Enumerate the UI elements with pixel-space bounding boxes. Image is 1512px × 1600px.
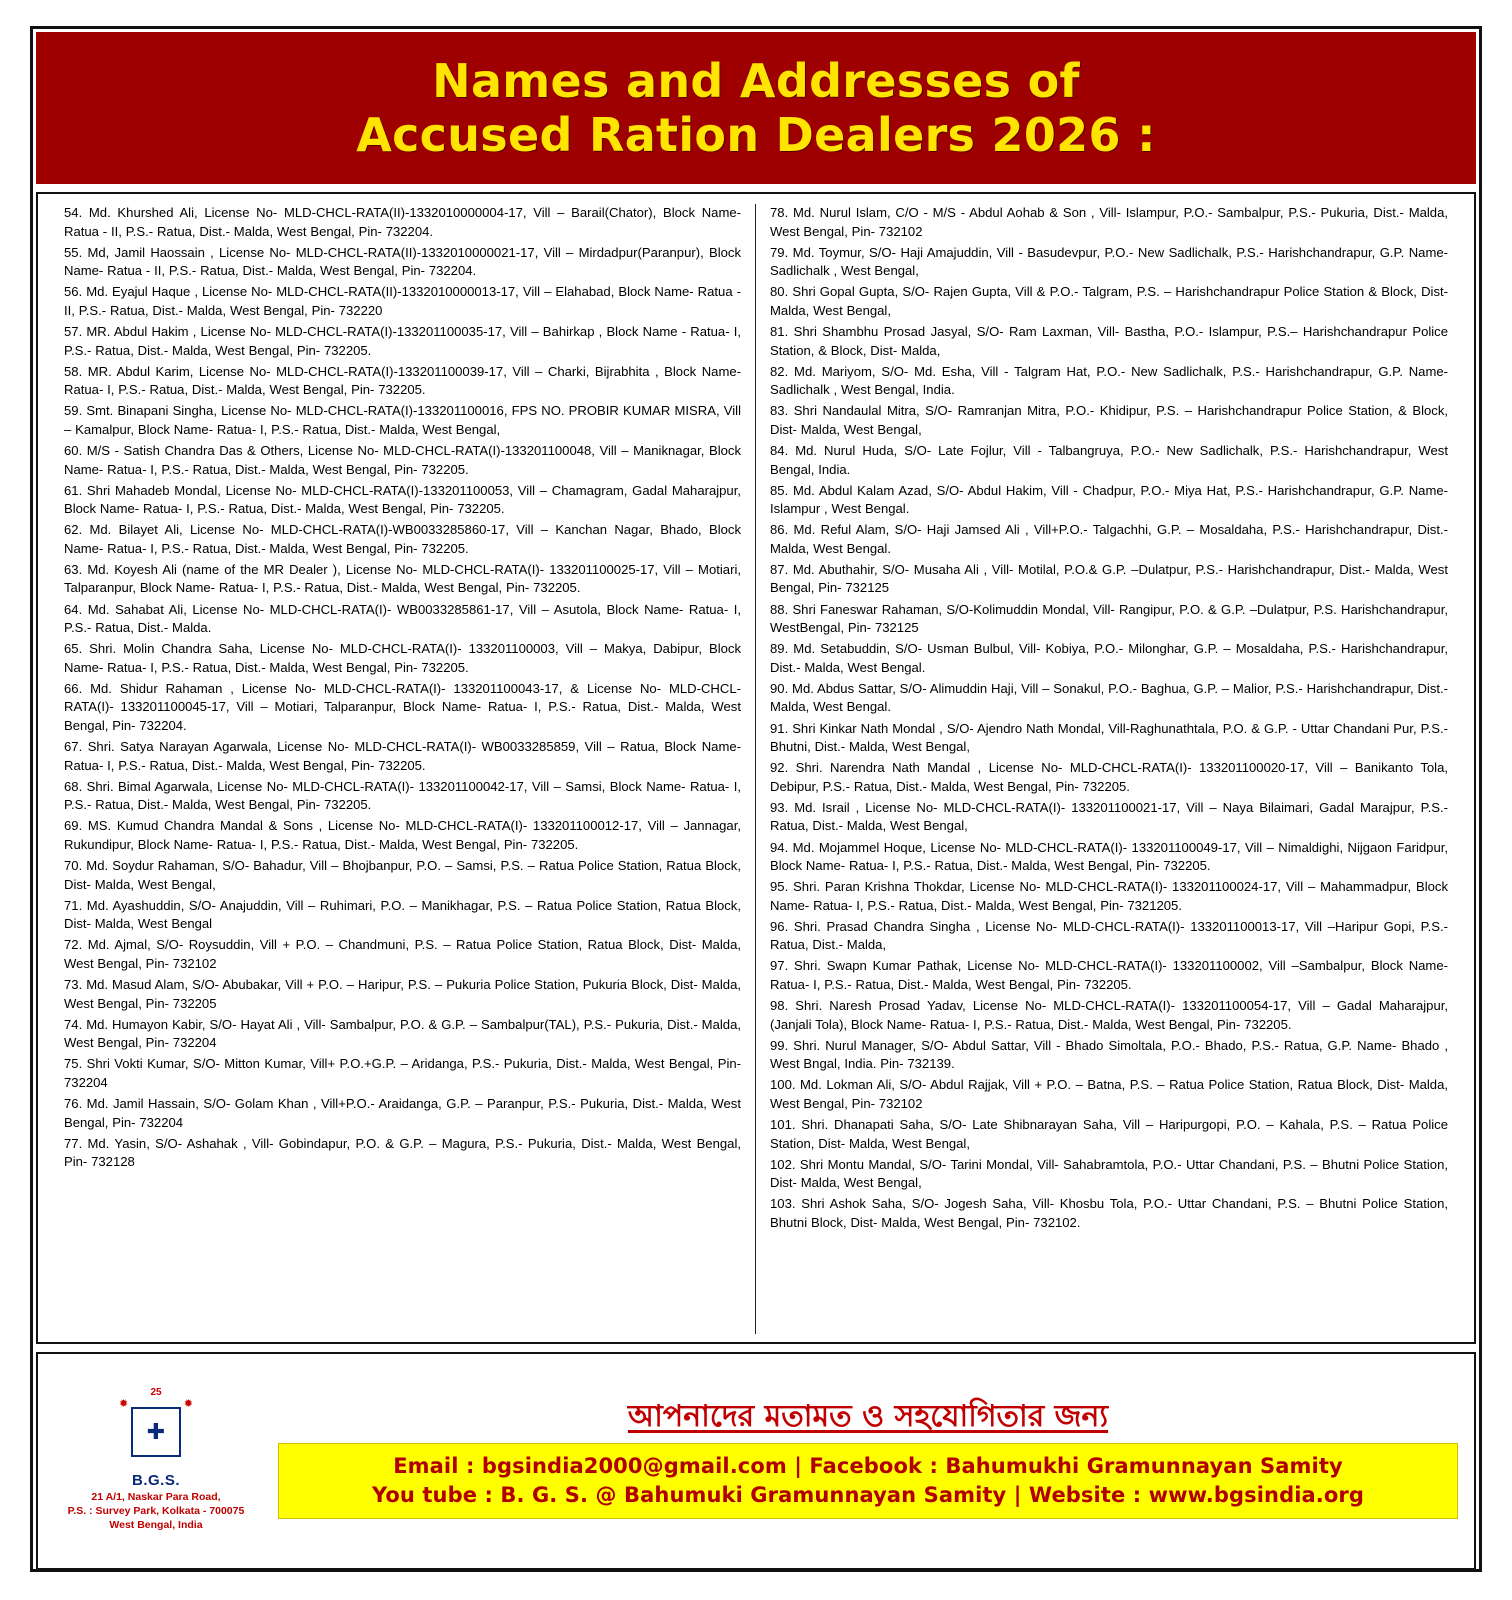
organization-logo bbox=[38, 1354, 274, 1568]
list-item: 56. Md. Eyajul Haque , License No- MLD-CHCL-RATA(II)-1332010000013-17, Vill – Elahabad, Block Name- Ratua - II, P.S.- Ratua, Dist.- Malda, West Bengal, Pin- 732220 bbox=[64, 284, 741, 318]
list-item: 64. Md. Sahabat Ali, License No- MLD-CHCL-RATA(I)- WB0033285861-17, Vill – Asutola, Block Name- Ratua- I, P.S.- Ratua, Dist.- Malda. bbox=[64, 601, 741, 636]
list-item: 55. Md, Jamil Haossain , License No- MLD-CHCL-RATA(II)-1332010000021-17, Vill – Mirdadpur(Paranpur), Block Name- Ratua - II, P.S.- Ratua, Dist.- Malda, West Bengal, Pin- 732204. bbox=[64, 244, 741, 279]
contact-band bbox=[278, 1443, 1458, 1518]
list-item: 84. Md. Nurul Huda, S/O- Late Fojlur, Vill - Talbangruya, P.O.- New Sadlichalk, P.S.- Harishchandrapur, West Bengal, India. bbox=[770, 442, 1448, 477]
address-line-1: 21 A/1, Naskar Para Road, bbox=[91, 1491, 221, 1504]
list-item: 91. Shri Kinkar Nath Mondal , S/O- Ajendro Nath Mondal, Vill-Raghunathtala, P.O. & G.P. - Uttar Chandani Pur, P.S.- Bhutni, Dist.- Malda, West Bengal, bbox=[770, 720, 1448, 755]
address-line-3: West Bengal, India bbox=[109, 1518, 203, 1531]
list-item: 86. Md. Reful Alam, S/O- Haji Jamsed Ali , Vill+P.O.- Talgachhi, G.P. – Mosaldaha, P.S.- Harishchandrapur, Dist.- Malda, West Bengal. bbox=[770, 522, 1448, 556]
list-item: 99. Shri. Nurul Manager, S/O- Abdul Sattar, Vill - Bhado Simoltala, P.O.- Bhado, P.S.- Ratua, G.P. Name- Bhado , West Bngal, India. Pin- 732139. bbox=[770, 1037, 1448, 1072]
list-item: 71. Md. Ayashuddin, S/O- Anajuddin, Vill – Ruhimari, P.O. – Manikhagar, P.S. – Ratua Police Station, Ratua Block, Dist- Malda, West Bengal bbox=[64, 897, 741, 932]
list-item: 89. Md. Setabuddin, S/O- Usman Bulbul, Vill- Kobiya, P.O.- Milonghar, G.P. – Mosaldaha, P.S.- Harishchandrapur, Dist.- Malda, West Bengal. bbox=[770, 641, 1448, 675]
list-item: 60. M/S - Satish Chandra Das & Others, License No- MLD-CHCL-RATA(I)-133201100048, Vill – Maniknagar, Block Name- Ratua- I, P.S.- Ratua, Dist.- Malda, West Bengal, Pin- 732205. bbox=[64, 442, 741, 477]
list-item: 68. Shri. Bimal Agarwala, License No- MLD-CHCL-RATA(I)- 133201100042-17, Vill – Samsi, Block Name- Ratua- I, P.S.- Ratua, Dist.- Malda, West Bengal, Pin- 732205. bbox=[64, 778, 741, 813]
list-item: 93. Md. Israil , License No- MLD-CHCL-RATA(I)- 133201100021-17, Vill – Naya Bilaimari, Gadal Marajpur, P.S.- Ratua, Dist.- Malda, West Bengal, bbox=[770, 799, 1448, 834]
contact-line-email-facebook[interactable]: Email : bgsindia2000@gmail.com | Facebook : Bahumukhi Gramunnayan Samity bbox=[393, 1454, 1343, 1479]
organization-initials: B.G.S. bbox=[131, 1472, 180, 1490]
list-item: 61. Shri Mahadeb Mondal, License No- MLD-CHCL-RATA(I)-133201100053, Vill – Chamagram, Gadal Maharajpur, Block Name- Ratua- I, P.S.- Ratua, Dist.- Malda, West Bengal, Pin- 732205. bbox=[64, 482, 741, 517]
list-item: 72. Md. Ajmal, S/O- Roysuddin, Vill + P.O. – Chandmuni, P.S. – Ratua Police Station, Ratua Block, Dist- Malda, West Bengal, Pin- 732102 bbox=[64, 937, 741, 971]
list-item: 87. Md. Abuthahir, S/O- Musaha Ali , Vill- Motilal, P.O.& G.P. –Dulatpur, P.S.- Harishchandrapur, Dist.- Malda, West Bengal, Pin- 732125 bbox=[770, 561, 1448, 596]
dealer-list-container bbox=[36, 192, 1476, 1344]
list-item: 102. Shri Montu Mandal, S/O- Tarini Mondal, Vill- Sahabramtola, P.O.- Uttar Chandani, P.S. – Bhutni Police Station, Dist- Malda, West Bengal, bbox=[770, 1156, 1448, 1191]
list-item: 83. Shri Nandaulal Mitra, S/O- Ramranjan Mitra, P.O.- Khidipur, P.S. – Harishchandrapur Police Station, & Block, Dist- Malda, West Bengal, bbox=[770, 403, 1448, 437]
anniversary-badge: 25 bbox=[150, 1387, 162, 1399]
list-item: 57. MR. Abdul Hakim , License No- MLD-CHCL-RATA(I)-133201100035-17, Vill – Bahirkap , Block Name - Ratua- I, P.S.- Ratua, Dist.- Malda, West Bengal, Pin- 732205. bbox=[64, 323, 741, 358]
list-item: 94. Md. Mojammel Hoque, License No- MLD-CHCL-RATA(I)- 133201100049-17, Vill – Nimaldighi, Nijgaon Faridpur, Block Name- Ratua- I, P.S.- Ratua, Dist.- Malda, West Bengal, Pin- 732205. bbox=[770, 839, 1448, 874]
list-item: 95. Shri. Paran Krishna Thokdar, License No- MLD-CHCL-RATA(I)- 133201100024-17, Vill – Mahammadpur, Block Name- Ratua- I, P.S.- Ratua, Dist.- Malda, West Bengal, Pin- 7321205. bbox=[770, 879, 1448, 913]
list-item: 96. Shri. Prasad Chandra Singha , License No- MLD-CHCL-RATA(I)- 133201100013-17, Vill –Haripur Gopi, P.S.- Ratua, Dist.- Malda, bbox=[770, 918, 1448, 953]
contact-line-youtube-website[interactable]: You tube : B. G. S. @ Bahumuki Gramunnayan Samity | Website : www.bgsindia.org bbox=[372, 1482, 1364, 1507]
list-item: 66. Md. Shidur Rahaman , License No- MLD-CHCL-RATA(I)- 133201100043-17, & License No- MLD-CHCL-RATA(I)- 133201100045-17, Vill – Motiari, Talparanpur, Block Name- Ratua- I, P.S.- Ratua, Dist.- Malda, West Bengal, Pin- 732204. bbox=[64, 680, 741, 734]
list-item: 88. Shri Faneswar Rahaman, S/O-Kolimuddin Mondal, Vill- Rangipur, P.O. & G.P. –Dulatpur, P.S. Harishchandrapur, WestBengal, Pin- 732125 bbox=[770, 601, 1448, 636]
footer bbox=[36, 1352, 1476, 1570]
list-item: 65. Shri. Molin Chandra Saha, License No- MLD-CHCL-RATA(I)- 133201100003, Vill – Makya, Dabipur, Block Name- Ratua- I, P.S.- Ratua, Dist.- Malda, West Bengal, Pin- 732205. bbox=[64, 641, 741, 675]
page-title-line-2: Accused Ration Dealers 2026 : bbox=[356, 108, 1156, 162]
list-item: 59. Smt. Binapani Singha, License No- MLD-CHCL-RATA(I)-133201100016, FPS NO. PROBIR KUMAR MISRA, Vill – Kamalpur, Block Name- Ratua- I, P.S.- Ratua, Dist.- Malda, West Bengal, bbox=[64, 403, 741, 437]
list-item: 103. Shri Ashok Saha, S/O- Jogesh Saha, Vill- Khosbu Tola, P.O.- Uttar Chandani, P.S. – Bhutni Police Station, Bhutni Block, Dist- Malda, West Bengal, Pin- 732102. bbox=[770, 1196, 1448, 1230]
list-item: 101. Shri. Dhanapati Saha, S/O- Late Shibnarayan Saha, Vill – Haripurgopi, P.O. – Kahala, P.S. – Ratua Police Station, Dist- Malda, West Bengal, bbox=[770, 1117, 1448, 1151]
list-item: 81. Shri Shambhu Prosad Jasyal, S/O- Ram Laxman, Vill- Bastha, P.O.- Islampur, P.S.– Harishchandrapur Police Station, & Block, Dist- Malda, bbox=[770, 323, 1448, 358]
logo-monogram: ✚ bbox=[131, 1407, 181, 1457]
list-item: 92. Shri. Narendra Nath Mandal , License No- MLD-CHCL-RATA(I)- 133201100020-17, Vill – Banikanto Tola, Debipur, P.S.- Ratua, Dist.- Malda, West Bengal, Pin- 732205. bbox=[770, 760, 1448, 794]
list-item: 79. Md. Toymur, S/O- Haji Amajuddin, Vill - Basudevpur, P.O.- New Sadlichalk, P.S.- Harishchandrapur, G.P. Name- Sadlichalk , West Bengal, bbox=[770, 244, 1448, 279]
list-item: 76. Md. Jamil Hassain, S/O- Golam Khan , Vill+P.O.- Araidanga, G.P. – Paranpur, P.S.- Pukuria, Dist.- Malda, West Bengal, Pin- 732204 bbox=[64, 1096, 741, 1130]
list-item: 77. Md. Yasin, S/O- Ashahak , Vill- Gobindapur, P.O. & G.P. – Magura, P.S.- Pukuria, Dist.- Malda, West Bengal, Pin- 732128 bbox=[64, 1135, 741, 1170]
list-item: 75. Shri Vokti Kumar, S/O- Mitton Kumar, Vill+ P.O.+G.P. – Aridanga, P.S.- Pukuria, Dist.- Malda, West Bengal, Pin- 732204 bbox=[64, 1056, 741, 1090]
bgs-emblem-icon bbox=[119, 1387, 193, 1469]
list-item: 85. Md. Abdul Kalam Azad, S/O- Abdul Hakim, Vill - Chadpur, P.O.- Miya Hat, P.S.- Harishchandrapur, G.P. Name- Islampur , West Bengal. bbox=[770, 482, 1448, 517]
list-item: 67. Shri. Satya Narayan Agarwala, License No- MLD-CHCL-RATA(I)- WB0033285859, Vill – Ratua, Block Name- Ratua- I, P.S.- Ratua, Dist.- Malda, West Bengal, Pin- 732205. bbox=[64, 739, 741, 773]
list-item: 78. Md. Nurul Islam, C/O - M/S - Abdul Aohab & Son , Vill- Islampur, P.O.- Sambalpur, P.S.- Pukuria, Dist.- Malda, West Bengal, Pin- 732102 bbox=[770, 205, 1448, 239]
dealer-list-column-left bbox=[50, 204, 756, 1334]
list-item: 82. Md. Mariyom, S/O- Md. Esha, Vill - Talgram Hat, P.O.- New Sadlichalk, P.S.- Harishchandrapur, G.P. Name- Sadlichalk , West Bengal, India. bbox=[770, 363, 1448, 398]
list-item: 62. Md. Bilayet Ali, License No- MLD-CHCL-RATA(I)-WB0033285860-17, Vill – Kanchan Nagar, Bhado, Block Name- Ratua- I, P.S.- Ratua, Dist.- Malda, West Bengal, Pin- 732205. bbox=[64, 522, 741, 556]
page-title-line-1: Names and Addresses of bbox=[432, 53, 1080, 108]
organization-address bbox=[68, 1491, 245, 1533]
list-item: 80. Shri Gopal Gupta, S/O- Rajen Gupta, Vill & P.O.- Talgram, P.S. – Harishchandrapur Police Station & Block, Dist- Malda, West Bengal, bbox=[770, 284, 1448, 318]
list-item: 90. Md. Abdus Sattar, S/O- Alimuddin Haji, Vill – Sonakul, P.O.- Baghua, G.P. – Malior, P.S.- Harishchandrapur, Dist.- Malda, West Bengal. bbox=[770, 680, 1448, 715]
list-item: 73. Md. Masud Alam, S/O- Abubakar, Vill + P.O. – Haripur, P.S. – Pukuria Police Station, Pukuria Block, Dist- Malda, West Bengal, Pin- 732205 bbox=[64, 977, 741, 1011]
header-banner bbox=[36, 32, 1476, 184]
page-title bbox=[356, 54, 1156, 163]
address-line-2: P.S. : Survey Park, Kolkata - 700075 bbox=[67, 1505, 245, 1518]
footer-contact-section bbox=[274, 1354, 1474, 1568]
list-item: 70. Md. Soydur Rahaman, S/O- Bahadur, Vill – Bhojbanpur, P.O. – Samsi, P.S. – Ratua Police Station, Ratua Block, Dist- Malda, West Bengal, bbox=[64, 858, 741, 892]
list-item: 74. Md. Humayon Kabir, S/O- Hayat Ali , Vill- Sambalpur, P.O. & G.P. – Sambalpur(TAL), P.S.- Pukuria, Dist.- Malda, West Bengal, Pin- 732204 bbox=[64, 1016, 741, 1051]
list-item: 97. Shri. Swapn Kumar Pathak, License No- MLD-CHCL-RATA(I)- 133201100002, Vill –Sambalpur, Block Name- Ratua- I, P.S.- Ratua, Dist.- Malda, West Bengal, Pin- 732205. bbox=[770, 958, 1448, 993]
list-item: 58. MR. Abdul Karim, License No- MLD-CHCL-RATA(I)-133201100039-17, Vill – Charki, Bijrabhita , Block Name- Ratua- I, P.S.- Ratua, Dist.- Malda, West Bengal, Pin- 732205. bbox=[64, 363, 741, 398]
list-item: 100. Md. Lokman Ali, S/O- Abdul Rajjak, Vill + P.O. – Batna, P.S. – Ratua Police Station, Ratua Block, Dist- Malda, West Bengal, Pin- 732102 bbox=[770, 1077, 1448, 1112]
dealer-list-column-right bbox=[756, 204, 1462, 1334]
bangla-heading: আপনাদের মতামত ও সহযোগিতার জন্য bbox=[627, 1399, 1109, 1435]
list-item: 98. Shri. Naresh Prosad Yadav, License No- MLD-CHCL-RATA(I)- 133201100054-17, Vill – Gadal Maharajpur,(Janjali Tola), Block Name- Ratua- I, P.S.- Ratua, Dist.- Malda, West Bengal, Pin- 732205. bbox=[770, 998, 1448, 1032]
list-item: 54. Md. Khurshed Ali, License No- MLD-CHCL-RATA(II)-1332010000004-17, Vill – Barail(Chator), Block Name- Ratua - II, P.S.- Ratua, Dist.- Malda, West Bengal, Pin- 732204. bbox=[64, 205, 741, 239]
list-item: 63. Md. Koyesh Ali (name of the MR Dealer ), License No- MLD-CHCL-RATA(I)- 133201100025-17, Vill – Motiari, Talparanpur, Block Name- Ratua- I, P.S.- Ratua, Dist.- Malda, West Bengal, Pin- 732205. bbox=[64, 561, 741, 596]
list-item: 69. MS. Kumud Chandra Mandal & Sons , License No- MLD-CHCL-RATA(I)- 133201100012-17, Vill – Jannagar, Rukundipur, Block Name- Ratua- I, P.S.- Ratua, Dist.- Malda, West Bengal, Pin- 732205. bbox=[64, 818, 741, 852]
star-decoration-icon: ✹ ✹ bbox=[119, 1398, 193, 1411]
